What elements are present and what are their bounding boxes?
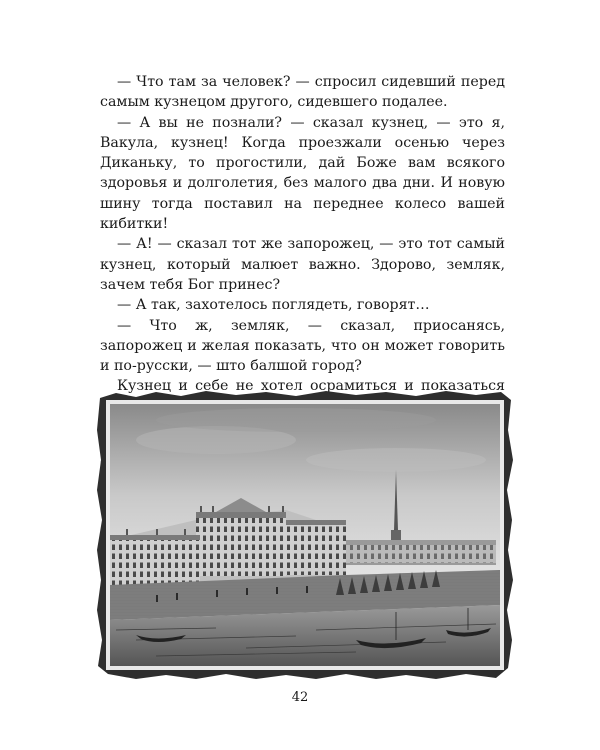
- paragraph: — А! — сказал тот же запорожец, — это тот самый кузнец, который малюет важно. Здорово, земляк, зачем тебя Бог принес?: [100, 236, 505, 293]
- paragraph: — Что там за человек? — спросил сидевший перед самым кузнецом другого, сидевшего подалее.: [100, 74, 505, 111]
- paragraph: — Что ж, земляк, — сказал, приосанясь, запорожец и желая показать, что он может говорить и по-русски, — што балшой город?: [100, 317, 505, 375]
- engraving-scene: [110, 404, 500, 666]
- paragraph: Кузнец и себе не хотел осрамиться и показаться: [117, 378, 505, 395]
- page-number: 42: [291, 690, 309, 705]
- paragraph: — А вы не познали? — сказал кузнец, — это я, Вакула, кузнец! Когда проезжали осенью через Диканьку, то прогостили, дай Боже вам всякого здоровья и долголетия, без малого два дни. И новую шину тогда поставил на переднее колесо вашей кибитки!: [100, 114, 505, 233]
- paragraph: — А так, захотелось поглядеть, говорят…: [117, 297, 430, 314]
- illustration-engraving: [96, 390, 514, 680]
- engraving-image: [96, 390, 514, 680]
